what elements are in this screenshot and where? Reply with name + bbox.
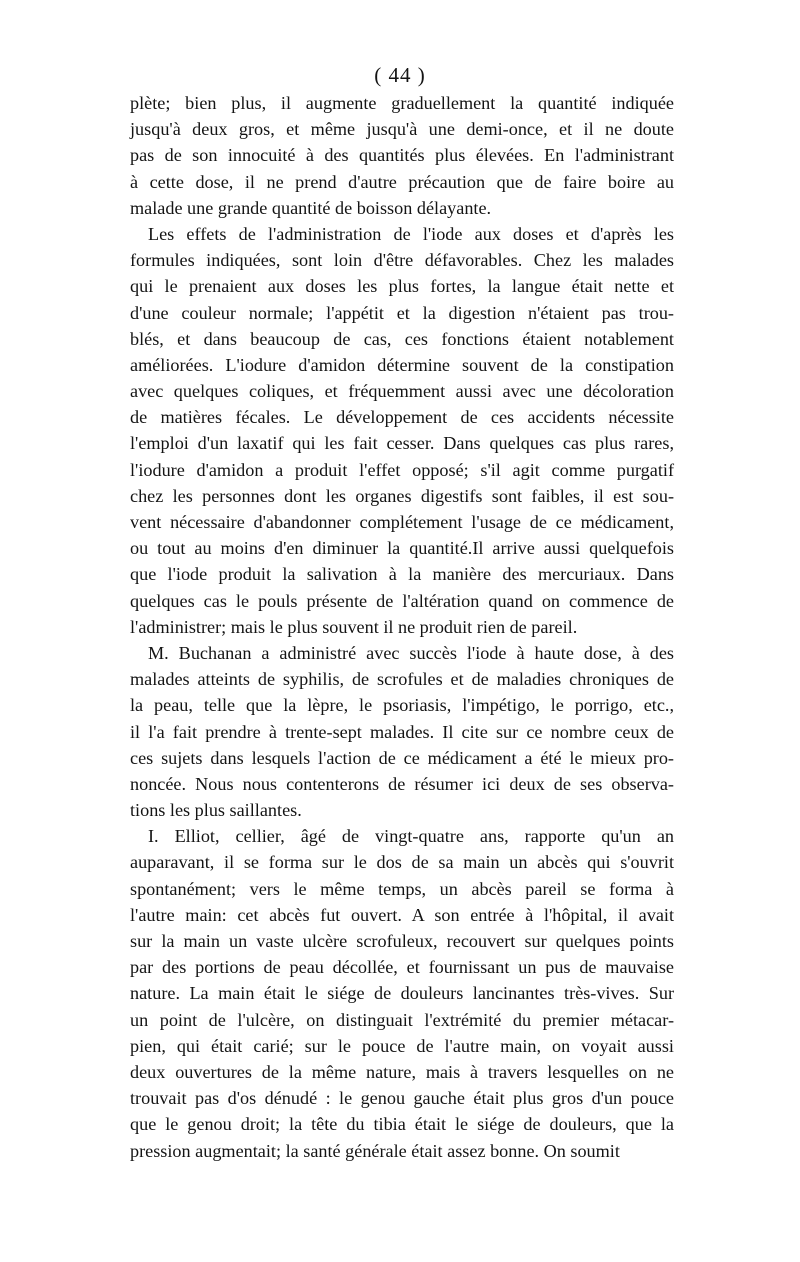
text-line: pas de son innocuité à des quantités plus élevées. En l'administrant (130, 145, 674, 166)
text-line: la peau, telle que la lèpre, le psoriasis, l'impétigo, le porrigo, etc., (130, 695, 674, 716)
paragraph (130, 221, 674, 640)
text-line: qui le prenaient aux doses les plus fortes, la langue était nette et (130, 276, 674, 297)
text-line: spontanément; vers le même temps, un abcès pareil se forma à (130, 878, 674, 899)
text-line: quelques cas le pouls présente de l'altération quand on commence de (130, 590, 674, 611)
text-line: vent nécessaire d'abandonner complétement l'usage de ce médicament, (130, 512, 674, 532)
text-line: avec quelques coliques, et fréquemment aussi avec une décoloration (130, 381, 674, 402)
text-line: blés, et dans beaucoup de cas, ces fonctions étaient notablement (130, 328, 674, 349)
text-line: l'emploi d'un laxatif qui les fait cesser. Dans quelques cas plus rares, (130, 433, 674, 454)
text-line: chez les personnes dont les organes digestifs sont faibles, il est sou- (130, 485, 674, 506)
text-line: que l'iode produit la salivation à la manière des mercuriaux. Dans (130, 564, 674, 585)
text-line: améliorées. L'iodure d'amidon détermine souvent de la constipation (130, 354, 674, 375)
paragraph (130, 90, 674, 221)
text-line: malades atteints de syphilis, de scrofules et de maladies chroniques de (130, 669, 674, 690)
text-line: ou tout au moins d'en diminuer la quantité.Il arrive aussi quelquefois (130, 538, 674, 559)
text-line: que le genou droit; la tête du tibia était le siége de douleurs, que la (130, 1114, 674, 1135)
text-line: pien, qui était carié; sur le pouce de l'autre main, on voyait aussi (130, 1035, 674, 1056)
text-line: il l'a fait prendre à trente-sept malades. Il cite sur ce nombre ceux de (130, 721, 674, 742)
text-line: nature. La main était le siége de douleurs lancinantes très-vives. Sur (130, 983, 674, 1004)
text-line: l'administrer; mais le plus souvent il ne produit rien de pareil. (130, 616, 578, 637)
text-line: par des portions de peau décollée, et fournissant un pus de mauvaise (130, 957, 674, 978)
text-line: d'une couleur normale; l'appétit et la digestion n'étaient pas trou- (130, 302, 674, 323)
text-line: jusqu'à deux gros, et même jusqu'à une demi-once, et il ne doute (130, 119, 674, 140)
text-line: à cette dose, il ne prend d'autre précaution que de faire boire au (130, 171, 674, 192)
text-line: sur la main un vaste ulcère scrofuleux, recouvert sur quelques points (130, 931, 674, 951)
text-line: trouvait pas d'os dénudé : le genou gauche était plus gros d'un pouce (130, 1088, 674, 1109)
paragraph (130, 640, 674, 823)
text-line: M. Buchanan a administré avec succès l'iode à haute dose, à des (148, 642, 674, 663)
text-line: malade une grande quantité de boisson délayante. (130, 197, 492, 218)
text-line: deux ouvertures de la même nature, mais à travers lesquelles on ne (130, 1061, 674, 1082)
text-line: auparavant, il se forma sur le dos de sa main un abcès qui s'ouvrit (130, 852, 674, 873)
text-line: l'iodure d'amidon a produit l'effet opposé; s'il agit comme purgatif (130, 459, 674, 480)
page-number: ( 44 ) (374, 63, 426, 87)
text-line: pression augmentait; la santé générale était assez bonne. On soumit (130, 1140, 620, 1161)
text-line: un point de l'ulcère, on distinguait l'extrémité du premier métacar- (130, 1009, 674, 1030)
body-text (130, 90, 674, 1164)
text-line: ces sujets dans lesquels l'action de ce médicament a été le mieux pro- (130, 747, 674, 768)
text-line: formules indiquées, sont loin d'être défavorables. Chez les malades (130, 250, 674, 271)
text-line: de matières fécales. Le développement de ces accidents nécessite (130, 407, 674, 428)
text-line: tions les plus saillantes. (130, 800, 302, 821)
paragraph (130, 823, 674, 1163)
text-line: Les effets de l'administration de l'iode aux doses et d'après les (148, 223, 674, 244)
text-line: noncée. Nous nous contenterons de résumer ici deux de ses observa- (130, 773, 674, 794)
text-line: l'autre main: cet abcès fut ouvert. A son entrée à l'hôpital, il avait (130, 904, 674, 925)
text-line: plète; bien plus, il augmente graduellement la quantité indiquée (130, 93, 674, 113)
text-line: I. Elliot, cellier, âgé de vingt-quatre ans, rapporte qu'un an (148, 826, 674, 847)
